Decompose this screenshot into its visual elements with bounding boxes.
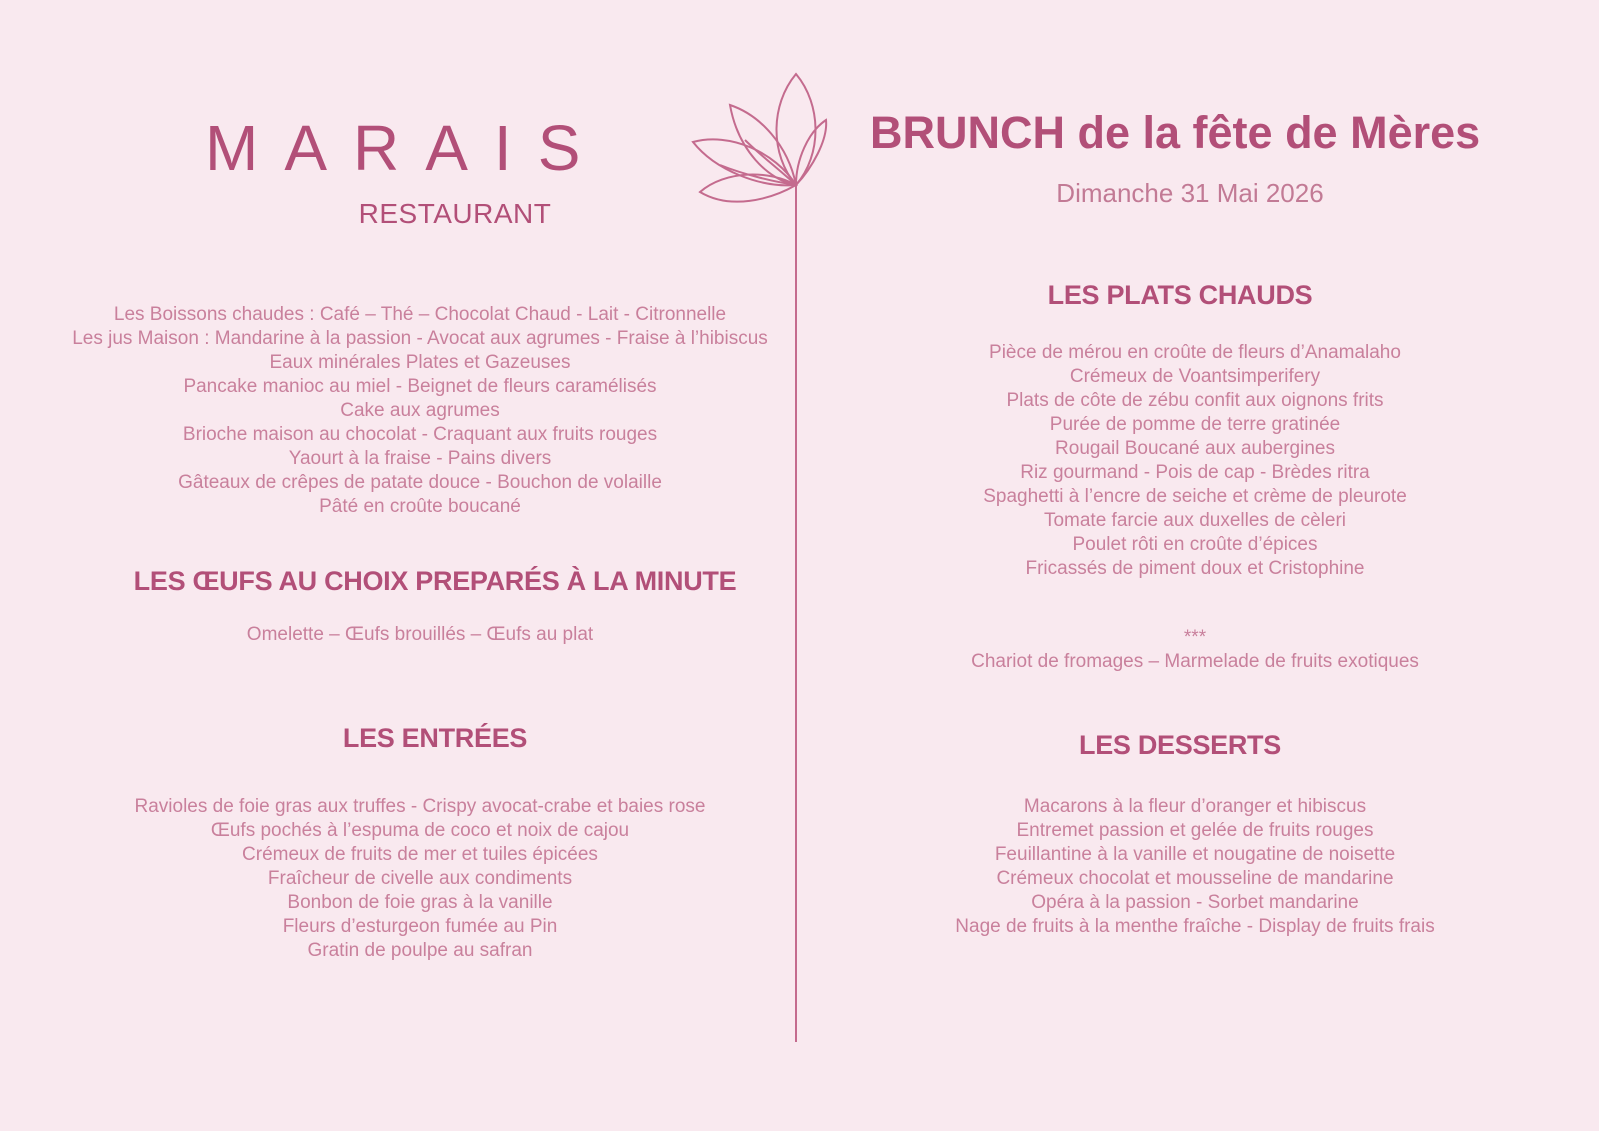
brand-name: MARAIS (205, 112, 607, 184)
list-item: Crémeux de Voantsimperifery (1069, 366, 1321, 387)
desserts-heading: LES DESSERTS (1079, 730, 1281, 760)
cheese-line: Chariot de fromages – Marmelade de fruits exotiques (971, 651, 1419, 672)
list-item: Fleurs d’esturgeon fumée au Pin (282, 916, 558, 937)
list-item: Œufs pochés à l’espuma de coco et noix de cajou (210, 820, 630, 841)
list-item: Fraîcheur de civelle aux condiments (267, 868, 573, 889)
list-item: Feuillantine à la vanille et nougatine de noisette (994, 844, 1396, 865)
list-item: Nage de fruits à la menthe fraîche - Display de fruits frais (955, 916, 1435, 937)
list-item: Riz gourmand - Pois de cap - Brèdes ritra (1020, 462, 1370, 483)
brand-subtitle: RESTAURANT (358, 198, 552, 229)
list-item: Brioche maison au chocolat - Craquant aux fruits rouges (182, 424, 658, 445)
list-item: Crémeux chocolat et mousseline de mandarine (996, 868, 1394, 889)
list-item: Macarons à la fleur d’oranger et hibiscus (1023, 796, 1367, 817)
list-item: Pièce de mérou en croûte de fleurs d’Anamalaho (989, 342, 1401, 363)
list-item: Spaghetti à l’encre de seiche et crème de pleurote (983, 486, 1407, 507)
list-item: Eaux minérales Plates et Gazeuses (269, 352, 571, 373)
list-item: Ravioles de foie gras aux truffes - Crispy avocat-crabe et baies rose (134, 796, 706, 817)
list-item: Pancake manioc au miel - Beignet de fleurs caramélisés (183, 376, 657, 397)
list-item: Gâteaux de crêpes de patate douce - Bouchon de volaille (178, 472, 662, 493)
desserts-list (900, 795, 1490, 939)
event-date: Dimanche 31 Mai 2026 (1056, 178, 1324, 208)
list-item: Poulet rôti en croûte d’épices (1072, 534, 1318, 555)
eggs-options: Omelette – Œufs brouillés – Œufs au plat (246, 624, 594, 645)
list-item: Bonbon de foie gras à la vanille (287, 892, 553, 913)
list-item: Yaourt à la fraise - Pains divers (288, 448, 552, 469)
list-item: Purée de pomme de terre gratinée (1049, 414, 1341, 435)
list-item: Rougail Boucané aux aubergines (1055, 438, 1335, 459)
starters-heading: LES ENTRÉES (342, 723, 528, 753)
list-item: Entremet passion et gelée de fruits rouges (1016, 820, 1374, 841)
event-title: BRUNCH de la fête de Mères (870, 107, 1481, 158)
list-item: Tomate farcie aux duxelles de cèleri (1043, 510, 1347, 531)
list-item: Crémeux de fruits de mer et tuiles épicées (242, 844, 598, 865)
list-item: Opéra à la passion - Sorbet mandarine (1031, 892, 1359, 913)
list-item: Cake aux agrumes (340, 400, 500, 421)
separator-stars: *** (1183, 627, 1207, 648)
list-item: Pâté en croûte boucané (319, 496, 521, 517)
list-item: Les Boissons chaudes : Café – Thé – Chocolat Chaud - Lait - Citronnelle (113, 304, 727, 325)
list-item: Plats de côte de zébu confit aux oignons frits (1006, 390, 1384, 411)
starters-list (60, 795, 780, 963)
eggs-heading: LES ŒUFS AU CHOIX PREPARÉS À LA MINUTE (133, 566, 737, 596)
list-item: Gratin de poulpe au safran (307, 940, 533, 961)
hot-dishes-heading: LES PLATS CHAUDS (1047, 280, 1313, 310)
hot-dishes-list (900, 341, 1490, 581)
drinks-pastries-list (60, 303, 780, 519)
list-item: Les jus Maison : Mandarine à la passion - Avocat aux agrumes - Fraise à l’hibiscus (72, 328, 768, 349)
list-item: Fricassés de piment doux et Cristophine (1025, 558, 1365, 579)
